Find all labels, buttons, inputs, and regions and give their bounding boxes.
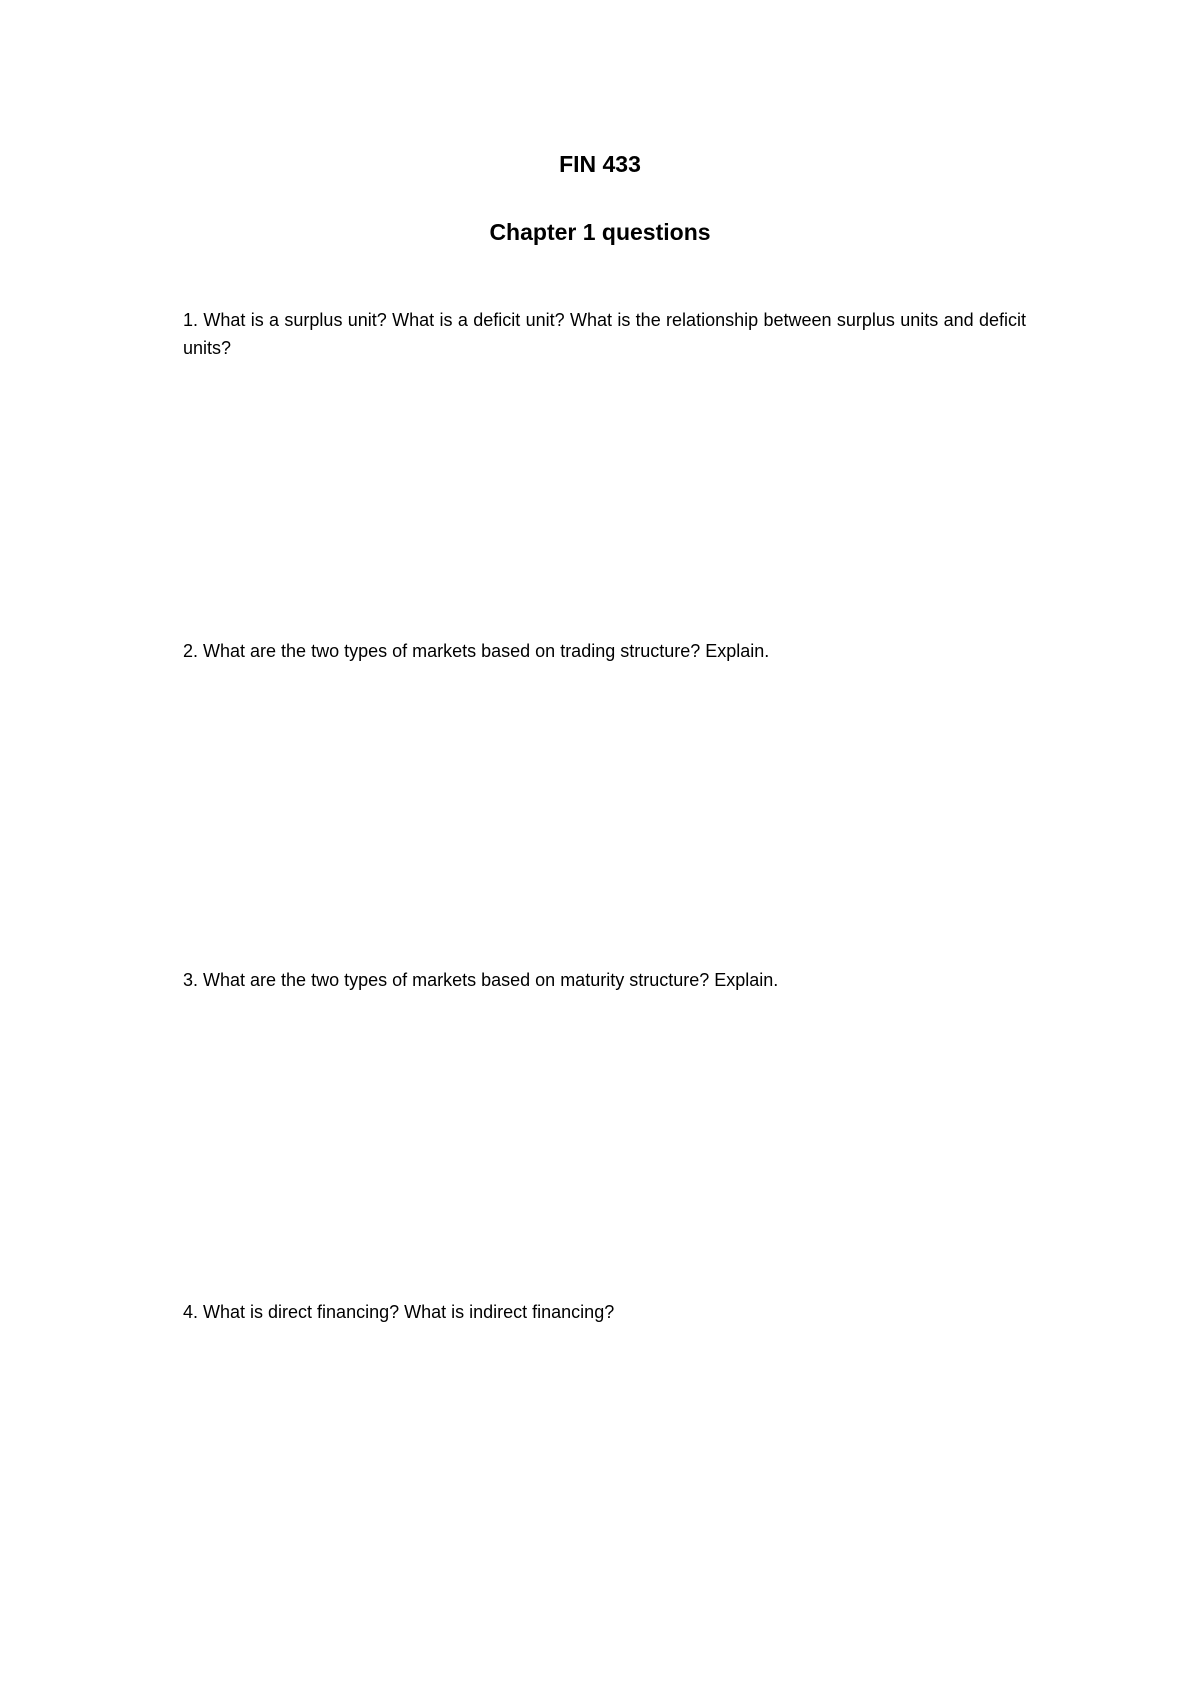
question-1: 1. What is a surplus unit? What is a deficit unit? What is the relationship between surplus units and deficit units?	[183, 310, 1026, 358]
course-title: FIN 433	[559, 151, 641, 177]
question-4: 4. What is direct financing? What is indirect financing?	[183, 1302, 615, 1322]
chapter-title: Chapter 1 questions	[489, 219, 711, 245]
question-3: 3. What are the two types of markets based on maturity structure? Explain.	[183, 970, 779, 990]
question-2: 2. What are the two types of markets based on trading structure? Explain.	[183, 641, 770, 661]
